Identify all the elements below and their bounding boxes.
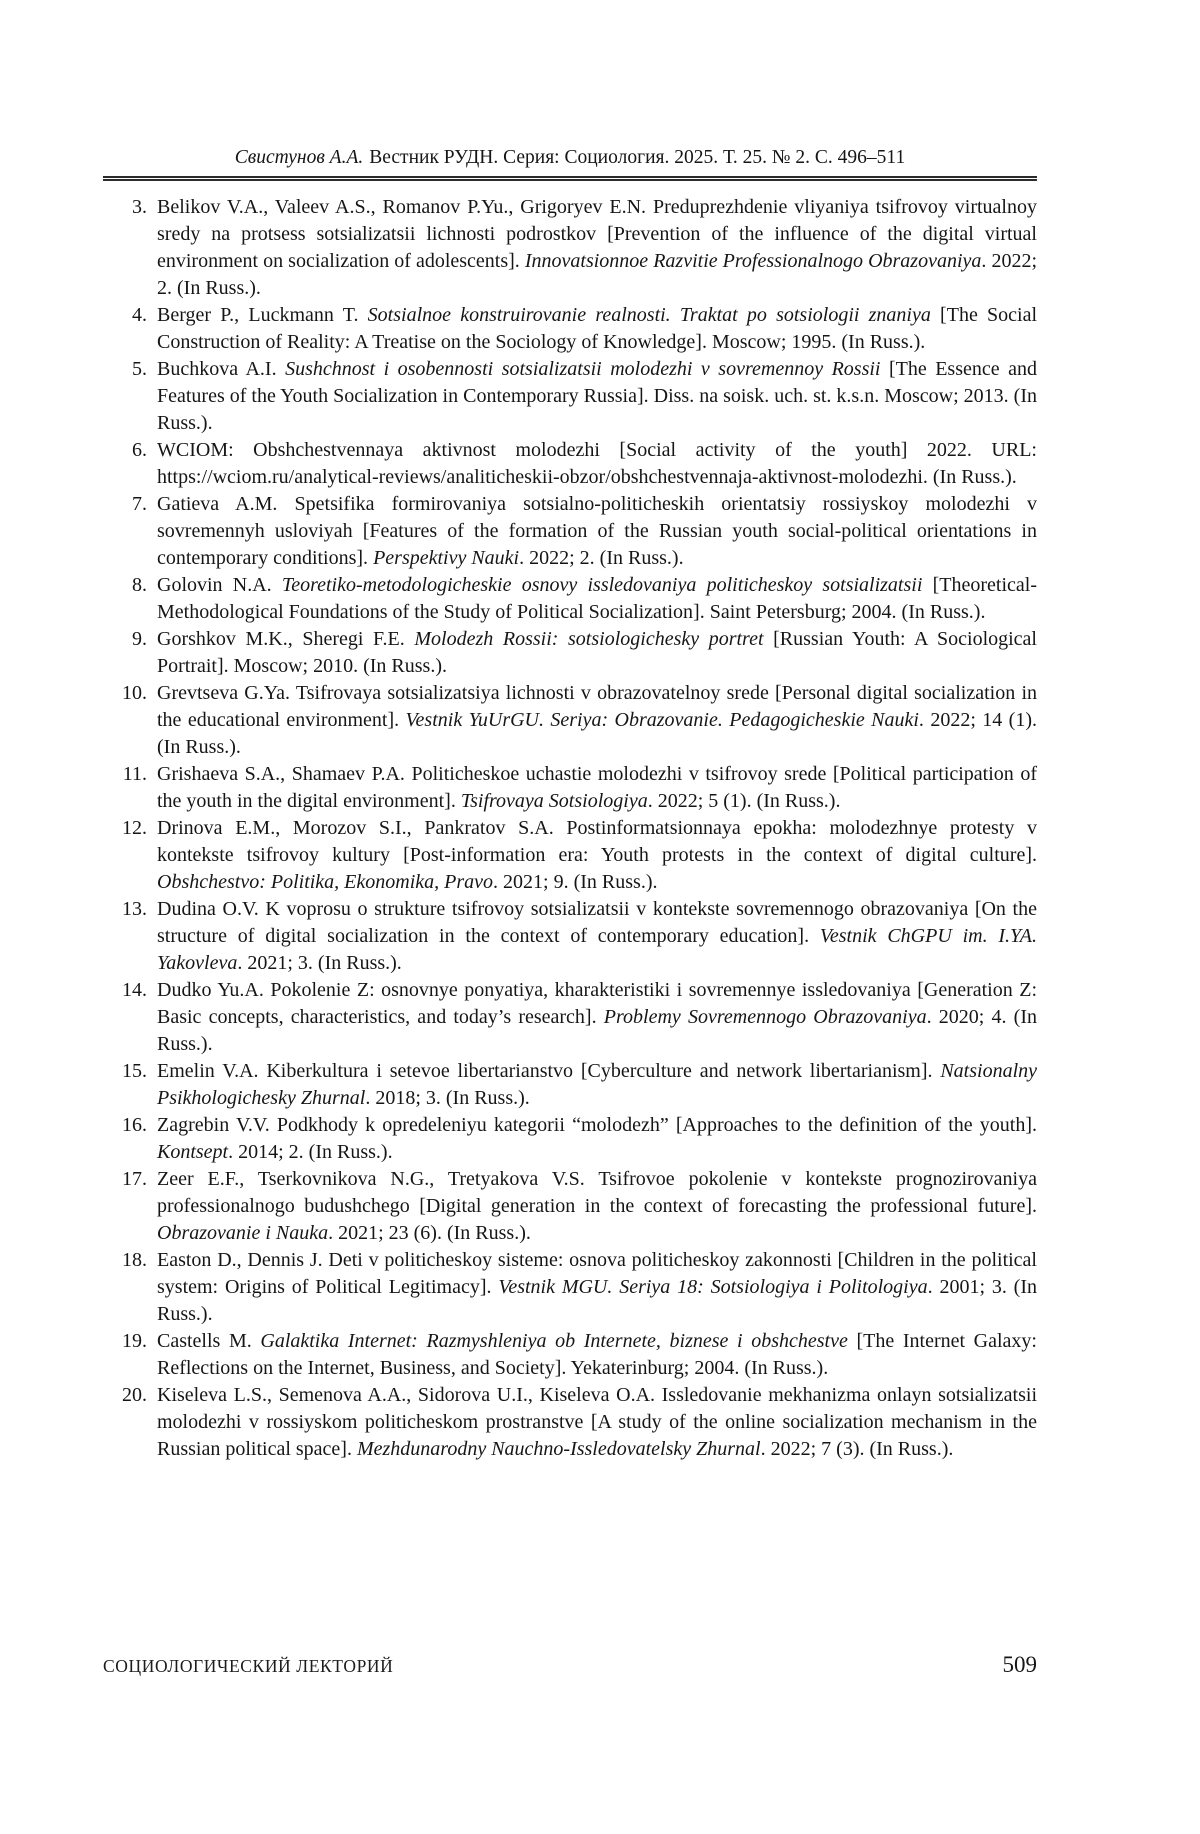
reference-text-segment: . 2020; 4. (In Russ.).: [157, 1006, 1038, 1055]
reference-title-italic: Problemy Sovremennogo Obrazovaniya: [603, 1006, 927, 1028]
reference-title-italic: Kontsept: [157, 1141, 229, 1163]
reference-number: 5.: [132, 358, 147, 380]
reference-item: [103, 1382, 1037, 1463]
reference-item: [103, 1058, 1037, 1112]
reference-text-segment: [The Internet Galaxy: Reflections on the Internet, Business, and Society]. Yekaterinburg; 2004. (In Russ.).: [157, 1330, 1037, 1379]
reference-title-italic: Teoretiko-metodologicheskie osnovy issledovaniya politicheskoy sotsializatsii: [281, 574, 923, 596]
reference-text-segment: Golovin N.A.: [157, 574, 282, 596]
reference-item: [103, 194, 1037, 302]
reference-item: [103, 896, 1037, 977]
reference-number: 16.: [122, 1114, 147, 1136]
reference-number: 11.: [122, 763, 147, 785]
reference-number: 12.: [122, 817, 147, 839]
reference-text-segment: . 2022; 14 (1). (In Russ.).: [157, 709, 1037, 758]
reference-text-segment: Emelin V.A. Kiberkultura i setevoe libertarianstvo [Cyberculture and network libertarianism].: [157, 1060, 941, 1082]
reference-text-segment: . 2014; 2. (In Russ.).: [228, 1141, 393, 1163]
reference-title-italic: Obshchestvo: Politika, Ekonomika, Pravo: [157, 871, 494, 893]
reference-text: [157, 761, 1037, 815]
reference-title-italic: Tsifrovaya Sotsiologiya: [460, 790, 648, 812]
reference-number: 9.: [132, 628, 147, 650]
reference-text-segment: WCIOM: Obshchestvennaya aktivnost molodezhi [Social activity of the youth] 2022. URL: https://wciom.ru/analytical-reviews/analiticheskii-obzor/obshchestvennaja-aktivnost-molodezhi. (In Russ.).: [157, 439, 1037, 488]
reference-text-segment: . 2021; 23 (6). (In Russ.).: [328, 1222, 531, 1244]
reference-title-italic: Molodezh Rossii: sotsiologichesky portret: [414, 628, 764, 650]
reference-item: [103, 491, 1037, 572]
reference-text-segment: Gorshkov M.K., Sheregi F.E.: [157, 628, 415, 650]
reference-text-segment: . 2022; 2. (In Russ.).: [519, 547, 684, 569]
reference-item: [103, 356, 1037, 437]
reference-text: [157, 1328, 1037, 1382]
reference-text: [157, 194, 1037, 302]
reference-text-segment: Buchkova A.I.: [157, 358, 286, 380]
reference-number: 4.: [132, 304, 147, 326]
reference-text-segment: Belikov V.A., Valeev A.S., Romanov P.Yu., Grigoryev E.N. Preduprezhdenie vliyaniya tsifrovoy virtualnoy sredy na protsess sotsializatsii lichnosti podrostkov [Prevention of the influence of the digital virtual environment on socialization of adolescents].: [157, 196, 1037, 272]
reference-text-segment: [Russian Youth: A Sociological Portrait]. Moscow; 2010. (In Russ.).: [157, 628, 1037, 677]
reference-title-italic: Vestnik MGU. Seriya 18: Sotsiologiya i Politologiya: [498, 1276, 928, 1298]
reference-text-segment: Dudko Yu.A. Pokolenie Z: osnovnye ponyatiya, kharakteristiki i sovremennye issledovaniya [Generation Z: Basic concepts, characteristics, and today’s research].: [157, 979, 1037, 1028]
page-footer: [103, 1652, 1037, 1678]
reference-text: [157, 302, 1037, 356]
reference-text: [157, 1058, 1037, 1112]
reference-number: 20.: [122, 1384, 147, 1406]
reference-text: [157, 680, 1037, 761]
reference-text-segment: Berger P., Luckmann T.: [157, 304, 368, 326]
reference-number: 8.: [132, 574, 147, 596]
reference-text: [157, 437, 1037, 491]
reference-item: [103, 1166, 1037, 1247]
page-number: 509: [1002, 1652, 1037, 1677]
reference-text-segment: [Theoretical-Methodological Foundations of the Study of Political Socialization]. Saint Petersburg; 2004. (In Russ.).: [157, 574, 1037, 623]
header-rule: [103, 176, 1037, 181]
reference-text-segment: Kiseleva L.S., Semenova A.A., Sidorova U.I., Kiseleva O.A. Issledovanie mekhanizma onlayn sotsializatsii molodezhi v rossiyskom politicheskom prostranstve [A study of the online socialization mechanism in the Russian political space].: [157, 1384, 1037, 1460]
reference-title-italic: Vestnik YuUrGU. Seriya: Obrazovanie. Pedagogicheskie Nauki: [405, 709, 919, 731]
running-header-author: Свистунов А.А.: [234, 147, 364, 168]
reference-number: 18.: [122, 1249, 147, 1271]
reference-item: [103, 1247, 1037, 1328]
reference-item: [103, 302, 1037, 356]
reference-text-segment: Castells M.: [157, 1330, 261, 1352]
reference-text: [157, 977, 1037, 1058]
reference-text: [157, 491, 1037, 572]
running-header: [103, 147, 1037, 169]
reference-title-italic: Innovatsionnoe Razvitie Professionalnogo Obrazovaniya: [524, 250, 982, 272]
reference-title-italic: Sushchnost i osobennosti sotsializatsii molodezhi v sovremennoy Rossii: [285, 358, 881, 380]
reference-number: 14.: [122, 979, 147, 1001]
reference-text-segment: Zagrebin V.V. Podkhody k opredeleniyu kategorii “molodezh” [Approaches to the definition of the youth].: [157, 1114, 1037, 1136]
reference-text: [157, 1247, 1037, 1328]
reference-title-italic: Obrazovanie i Nauka: [157, 1222, 329, 1244]
reference-item: [103, 572, 1037, 626]
reference-item: [103, 437, 1037, 491]
reference-item: [103, 977, 1037, 1058]
reference-item: [103, 626, 1037, 680]
reference-text: [157, 1112, 1037, 1166]
reference-title-italic: Vestnik ChGPU im. I.YA. Yakovleva: [157, 925, 1037, 974]
reference-text-segment: . 2018; 3. (In Russ.).: [365, 1087, 530, 1109]
reference-text-segment: . 2022; 2. (In Russ.).: [157, 250, 1037, 299]
reference-text-segment: Grevtseva G.Ya. Tsifrovaya sotsializatsiya lichnosti v obrazovatelnoy srede [Personal digital socialization in the educational environment].: [157, 682, 1037, 731]
reference-number: 6.: [132, 439, 147, 461]
reference-title-italic: Perspektivy Nauki: [373, 547, 520, 569]
reference-number: 15.: [122, 1060, 147, 1082]
reference-title-italic: Sotsialnoe konstruirovanie realnosti. Traktat po sotsiologii znaniya: [367, 304, 931, 326]
reference-text: [157, 356, 1037, 437]
reference-number: 19.: [122, 1330, 147, 1352]
reference-text: [157, 1382, 1037, 1463]
reference-text-segment: Grishaeva S.A., Shamaev P.A. Politicheskoe uchastie molodezhi v tsifrovoy srede [Political participation of the youth in the digital environment].: [157, 763, 1037, 812]
reference-text: [157, 1166, 1037, 1247]
reference-item: [103, 761, 1037, 815]
reference-text: [157, 626, 1037, 680]
reference-text: [157, 896, 1037, 977]
reference-text-segment: Zeer E.F., Tserkovnikova N.G., Tretyakova V.S. Tsifrovoe pokolenie v kontekste prognozirovaniya professionalnogo budushchego [Digital generation in the context of forecasting the professional future].: [157, 1168, 1037, 1217]
reference-number: 7.: [132, 493, 147, 515]
reference-text-segment: Dudina O.V. K voprosu o strukture tsifrovoy sotsializatsii v kontekste sovremennogo obrazovaniya [On the structure of digital socialization in the context of contemporary education].: [157, 898, 1037, 947]
reference-list: [103, 194, 1037, 1463]
reference-text: [157, 572, 1037, 626]
running-header-source: Вестник РУДН. Серия: Социология. 2025. Т. 25. № 2. С. 496–511: [369, 147, 906, 168]
reference-text-segment: . 2021; 9. (In Russ.).: [493, 871, 658, 893]
reference-number: 3.: [132, 196, 147, 218]
reference-text-segment: Gatieva A.M. Spetsifika formirovaniya sotsialno-politicheskih orientatsiy rossiyskoy molodezhi v sovremennyh usloviyah [Features of the formation of the Russian youth social-political orientations in contemporary conditions].: [157, 493, 1037, 569]
reference-title-italic: Mezhdunarodny Nauchno-Issledovatelsky Zhurnal: [356, 1438, 761, 1460]
reference-text-segment: Easton D., Dennis J. Deti v politicheskoy sisteme: osnova politicheskoy zakonnosti [Children in the political system: Origins of Political Legitimacy].: [157, 1249, 1037, 1298]
footer-section-title: СОЦИОЛОГИЧЕСКИЙ ЛЕКТОРИЙ: [103, 1656, 394, 1676]
reference-text-segment: . 2022; 7 (3). (In Russ.).: [760, 1438, 954, 1460]
reference-text-segment: . 2021; 3. (In Russ.).: [237, 952, 402, 974]
reference-text: [157, 815, 1037, 896]
reference-item: [103, 1112, 1037, 1166]
reference-title-italic: Galaktika Internet: Razmyshleniya ob Internete, biznese i obshchestve: [260, 1330, 848, 1352]
reference-text-segment: . 2001; 3. (In Russ.).: [157, 1276, 1037, 1325]
reference-text-segment: [The Essence and Features of the Youth Socialization in Contemporary Russia]. Diss. na soisk. uch. st. k.s.n. Moscow; 2013. (In Russ.).: [157, 358, 1037, 434]
reference-item: [103, 1328, 1037, 1382]
reference-item: [103, 815, 1037, 896]
reference-text-segment: [The Social Construction of Reality: A Treatise on the Sociology of Knowledge]. Moscow; 1995. (In Russ.).: [157, 304, 1038, 353]
reference-number: 17.: [122, 1168, 147, 1190]
reference-number: 10.: [122, 682, 147, 704]
reference-text-segment: Drinova E.M., Morozov S.I., Pankratov S.A. Postinformatsionnaya epokha: molodezhnye protesty v kontekste tsifrovoy kultury [Post-information era: Youth protests in the context of digital culture].: [157, 817, 1037, 866]
reference-text-segment: . 2022; 5 (1). (In Russ.).: [647, 790, 841, 812]
reference-item: [103, 680, 1037, 761]
reference-number: 13.: [122, 898, 147, 920]
reference-title-italic: Natsionalny Psikhologichesky Zhurnal: [157, 1060, 1037, 1109]
